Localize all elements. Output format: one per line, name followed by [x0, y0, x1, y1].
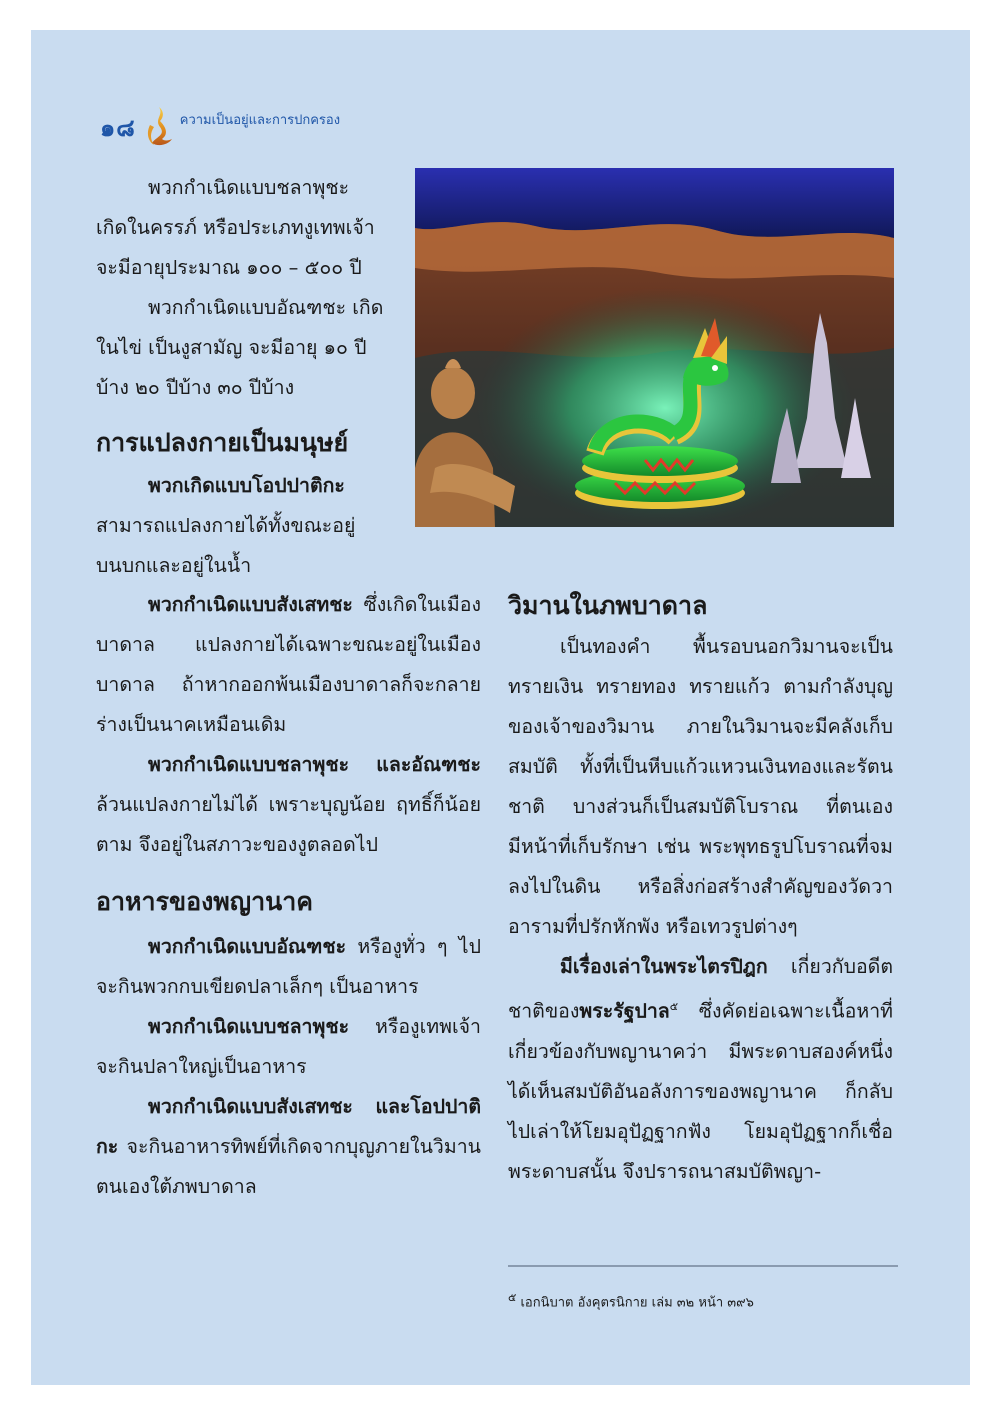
paragraph [96, 1087, 481, 1207]
naga-illustration [415, 168, 894, 527]
bold-term: พระรัฐปาล [579, 999, 670, 1023]
text-line: บ้าง ๒๐ ปีบ้าง ๓๐ ปีบ้าง [96, 376, 295, 399]
paragraph [96, 927, 481, 1007]
paragraph: เป็นทองคำ พื้นรอบนอกวิมานจะเป็นทรายเงิน ทรายทอง ทรายแก้ว ตามกำลังบุญของเจ้าของวิมาน ภายในวิมานจะมีคลังเก็บสมบัติ ทั้งที่เป็นหีบแก้วแหวนเงินทองและรัตนชาติ บางส่วนก็เป็นสมบัติโบราณ ที่ตนเองมีหน้าที่เก็บรักษา เช่น พระพุทธรูปโบราณที่จมลงไปในดิน หรือสิ่งก่อสร้างสำคัญของวัดวาอารามที่ปรักหักพัง หรือเทวรูปต่างๆ [508, 635, 893, 938]
bold-term: พวกกำเนิดแบบชลาพุชะ [148, 1015, 350, 1038]
text-line: ในไข่ เป็นงูสามัญ จะมีอายุ ๑๐ ปี [96, 336, 367, 359]
footnote-ref[interactable]: ๕ [669, 1000, 679, 1013]
paragraph-text: ล้วนแปลงกายไม่ได้ เพราะบุญน้อย ฤทธิ์ก็น้อยตาม จึงอยู่ในสภาวะของงูตลอดไป [96, 793, 481, 856]
paragraph-text: ซึ่งคัดย่อเฉพาะเนื้อหาที่เกี่ยวข้องกับพญานาคว่า มีพระดาบสองค์หนึ่งได้เห็นสมบัติอันอลังการของพญานาค ก็กลับไปเล่าให้โยมอุปัฏฐากฟัง โยมอุปัฏฐากก็เชื่อพระดาบสนั้น จึงปรารถนาสมบัติพญา- [508, 999, 893, 1183]
page-number: ๑๘ [100, 113, 136, 142]
section-transform-top [96, 422, 393, 586]
section-heading-palace: วิมานในภพบาดาล [508, 591, 708, 620]
section-heading-food: อาหารของพญานาค [96, 887, 313, 916]
text-line: พวกกำเนิดแบบอัณฑชะ เกิด [148, 296, 384, 319]
bold-term: พวกกำเนิดแบบสังเสทชะ และโอปปาติกะ [96, 1095, 481, 1158]
paragraph [96, 585, 481, 745]
header-title: ความเป็นอยู่และการปกครอง [179, 112, 341, 128]
footnote-mark: ๕ [508, 1291, 517, 1304]
text-line: พวกกำเนิดแบบชลาพุชะ [148, 176, 350, 199]
text-line: พวกเกิดแบบโอปปาติกะ [148, 474, 345, 497]
column-left [96, 585, 481, 1207]
text-line: บนบกและอยู่ในน้ำ [96, 554, 252, 577]
running-header [100, 104, 340, 150]
paragraph [508, 947, 893, 1192]
bold-term: พวกกำเนิดแบบอัณฑชะ [148, 935, 347, 958]
bold-term: มีเรื่องเล่าในพระไตรปิฎก [560, 955, 768, 978]
text-line: สามารถแปลงกายได้ทั้งขณะอยู่ [96, 514, 356, 537]
bold-term: พวกกำเนิดแบบชลาพุชะ และอัณฑชะ [148, 753, 481, 776]
text-line: เกิดในครรภ์ หรือประเภทงูเทพเจ้า [96, 216, 375, 239]
naga-image [415, 168, 894, 527]
footnote-divider [508, 1265, 898, 1267]
paragraph-text: หรืองูเทพเจ้า จะกินปลาใหญ่เป็นอาหาร [96, 1015, 481, 1078]
paragraph-text: หรืองูทั่ว ๆ ไป จะกินพวกกบเขียดปลาเล็กๆ เป็นอาหาร [96, 935, 481, 998]
paragraph [96, 1007, 481, 1087]
footnote [508, 1288, 754, 1312]
text-line: จะมีอายุประมาณ ๑๐๐ – ๕๐๐ ปี [96, 256, 362, 279]
intro-text [96, 168, 393, 408]
paragraph-text: เกี่ยวกับอดีตชาติของ [508, 955, 893, 1023]
column-right [508, 585, 893, 1192]
naga-flame-icon [142, 105, 176, 149]
paragraph [96, 745, 481, 865]
section-heading-transform: การแปลงกายเป็นมนุษย์ [96, 428, 349, 457]
footnote-text: เอกนิบาต อังคุตรนิกาย เล่ม ๓๒ หน้า ๓๙๖ [516, 1295, 754, 1311]
paragraph-text: ซึ่งเกิดในเมืองบาดาล แปลงกายได้เฉพาะขณะอยู่ในเมืองบาดาล ถ้าหากออกพ้นเมืองบาดาลก็จะกลายร่างเป็นนาคเหมือนเดิม [96, 593, 481, 736]
bold-term: พวกกำเนิดแบบสังเสทชะ [148, 593, 353, 616]
paragraph-text: จะกินอาหารทิพย์ที่เกิดจากบุญภายในวิมานตนเองใต้ภพบาดาล [96, 1135, 481, 1198]
